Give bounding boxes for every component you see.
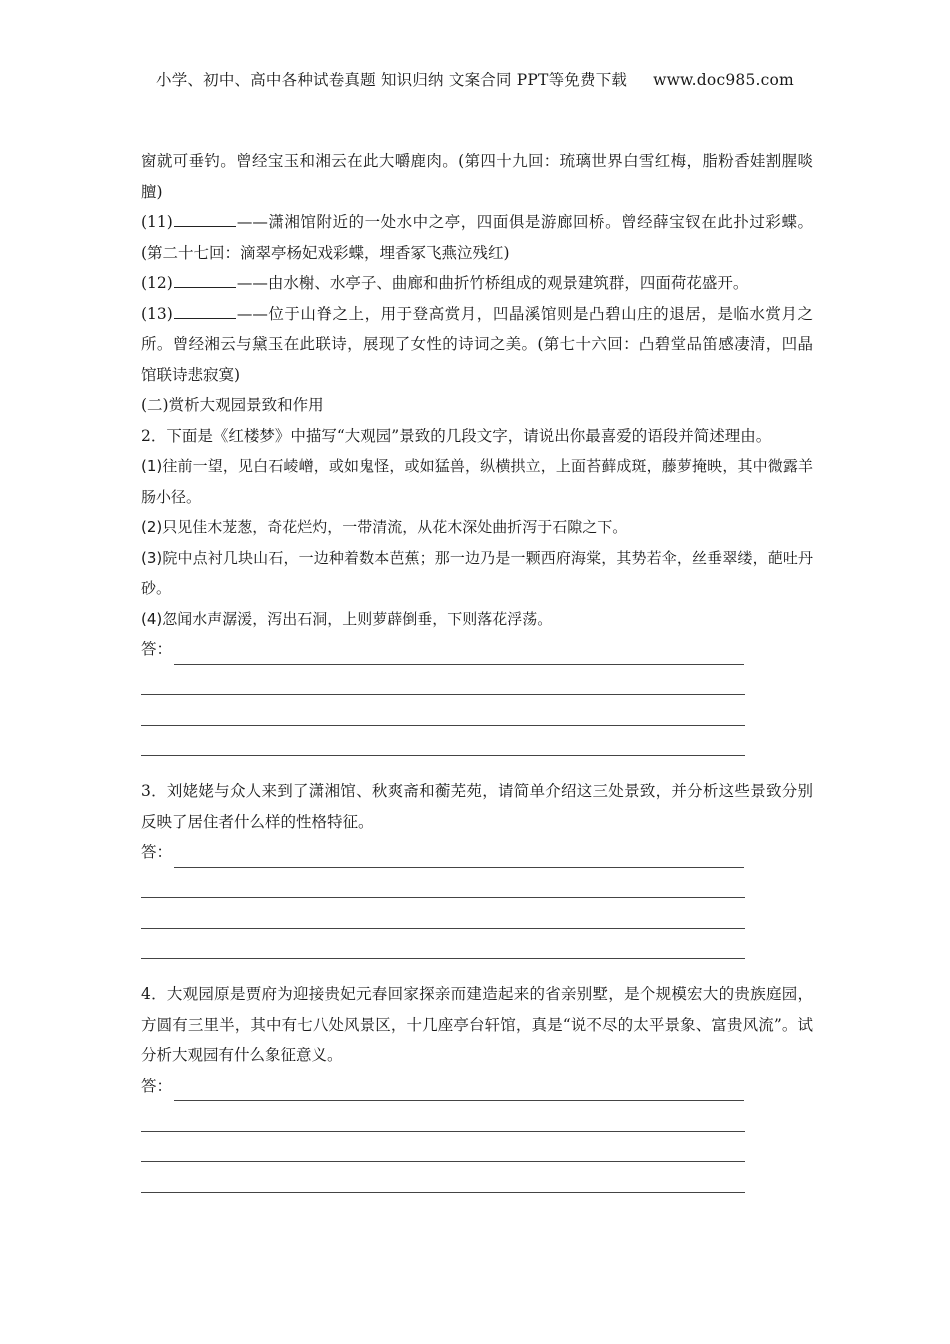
question-2-prompt: 2．下面是《红楼梦》中描写“大观园”景致的几段文字，请说出你最喜爱的语段并简述理由。	[141, 426, 772, 445]
item-13-number: (13)	[141, 304, 173, 323]
answer-line[interactable]	[141, 1101, 813, 1132]
answer-line[interactable]	[141, 837, 813, 868]
item-11-text: ——潇湘馆附近的一处水中之亭，四面俱是游廊回桥。曾经薛宝钗在此扑过彩蝶。(第二十七回：滴翠亭杨妃戏彩蝶，埋香冢飞燕泣残红)	[141, 213, 813, 262]
passage-3: (3)院中点衬几块山石，一边种着数本芭蕉；那一边乃是一颗西府海棠，其势若伞，丝垂翠缕，葩吐丹砂。	[141, 548, 813, 597]
answer-area-q4[interactable]	[141, 1071, 813, 1193]
item-12	[141, 268, 813, 299]
answer-line[interactable]	[141, 1132, 813, 1163]
passage-1: (1)往前一望，见白石崚嶒，或如鬼怪，或如猛兽，纵横拱立，上面苔藓成斑，藤萝掩映，其中微露羊肠小径。	[141, 457, 813, 506]
passage-2: (2)只见佳木茏葱，奇花烂灼，一带清流，从花木深处曲折泻于石隙之下。	[141, 518, 628, 536]
question-4-prompt: 4．大观园原是贾府为迎接贵妃元春回家探亲而建造起来的省亲别墅，是个规模宏大的贵族庭园，方圆有三里半，其中有七八处风景区，十几座亭台轩馆，真是“说不尽的太平景象、富贵风流”。试分析大观园有什么象征意义。	[141, 985, 813, 1064]
item-12-number: (12)	[141, 274, 173, 292]
answer-line[interactable]	[141, 695, 813, 726]
answer-label: 答：	[141, 640, 173, 658]
document-body	[141, 146, 813, 1193]
answer-line[interactable]	[141, 898, 813, 929]
item-13	[141, 299, 813, 391]
item-11	[141, 207, 813, 268]
answer-line[interactable]	[141, 634, 813, 665]
answer-label: 答：	[141, 1076, 173, 1095]
answer-line[interactable]	[141, 1162, 813, 1193]
paragraph-continuation: 窗就可垂钓。曾经宝玉和湘云在此大嚼鹿肉。(第四十九回：琉璃世界白雪红梅，脂粉香娃割腥啖膻)	[141, 152, 813, 201]
answer-line[interactable]	[141, 726, 813, 757]
question-3-prompt: 3．刘姥姥与众人来到了潇湘馆、秋爽斋和蘅芜苑，请简单介绍这三处景致，并分析这些景致分别反映了居住者什么样的性格特征。	[141, 782, 813, 831]
header-site: www.doc985.com	[653, 71, 794, 89]
answer-line[interactable]	[141, 868, 813, 899]
answer-area-q2[interactable]	[141, 634, 813, 756]
answer-line[interactable]	[141, 665, 813, 696]
passage-4: (4)忽闻水声潺湲，泻出石洞，上则萝薜倒垂，下则落花浮荡。	[141, 609, 553, 628]
item-11-number: (11)	[141, 213, 173, 231]
fill-blank-11[interactable]	[174, 209, 236, 227]
section-heading: (二)赏析大观园景致和作用	[141, 396, 324, 414]
page-header	[0, 68, 950, 90]
item-13-text: ——位于山脊之上，用于登高赏月，凹晶溪馆则是凸碧山庄的退居，是临水赏月之所。曾经湘云与黛玉在此联诗，展现了女性的诗词之美。(第七十六回：凸碧堂品笛感凄清，凹晶馆联诗悲寂寞)	[141, 304, 813, 384]
answer-label: 答：	[141, 843, 173, 861]
answer-line[interactable]	[141, 929, 813, 960]
header-text: 小学、初中、高中各种试卷真题 知识归纳 文案合同 PPT等免费下载	[156, 71, 628, 89]
item-12-text: ——由水榭、水亭子、曲廊和曲折竹桥组成的观景建筑群，四面荷花盛开。	[236, 274, 749, 292]
answer-area-q3[interactable]	[141, 837, 813, 959]
answer-line[interactable]	[141, 1071, 813, 1102]
fill-blank-12[interactable]	[174, 270, 236, 288]
fill-blank-13[interactable]	[174, 301, 236, 319]
